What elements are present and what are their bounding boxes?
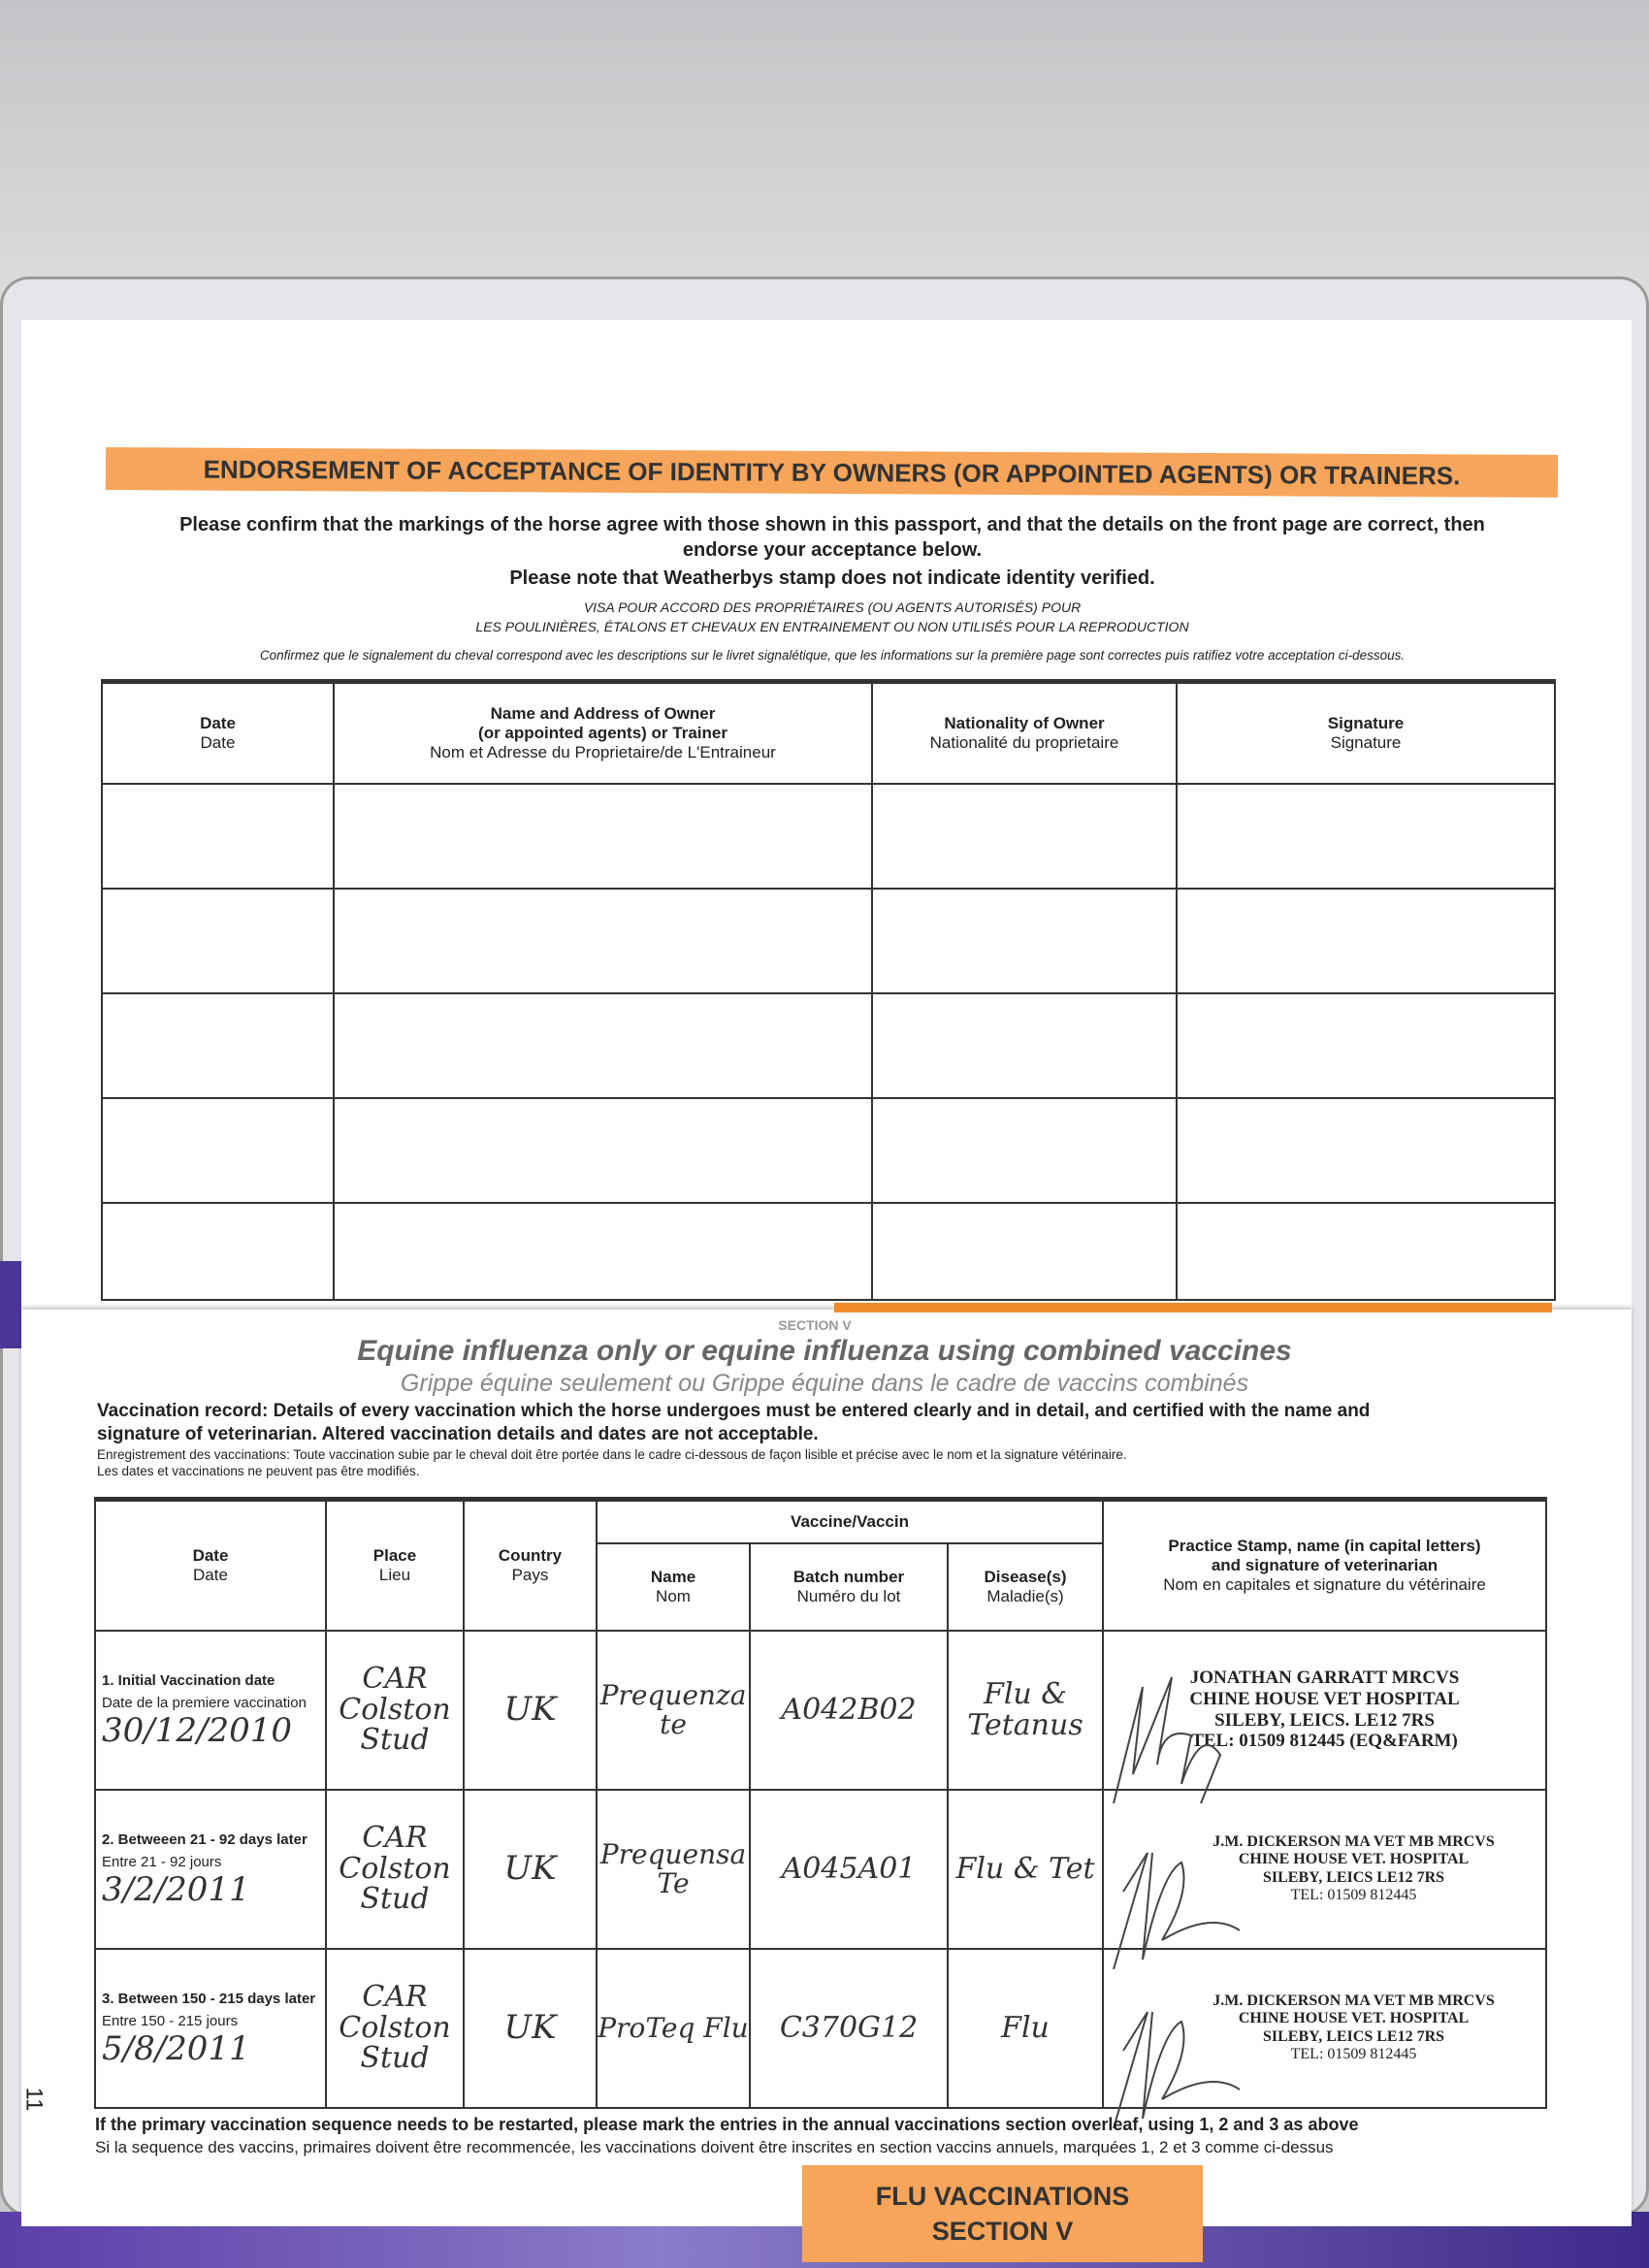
stamp-line: SILEBY, LEICS LE12 7RS xyxy=(1262,1868,1445,1886)
owner-cell[interactable] xyxy=(334,1098,872,1203)
row-label: 1. Initial Vaccination date xyxy=(102,1672,275,1690)
record-text-fr-2: Les dates et vaccinations ne peuvent pas être modifiés. xyxy=(97,1464,420,1478)
hdr-date-fr: Date xyxy=(193,1565,228,1584)
hdr-place-fr: Lieu xyxy=(378,1565,411,1584)
signature-cell[interactable] xyxy=(1177,784,1555,889)
scanner-background xyxy=(0,0,1649,320)
row-label-fr: Entre 150 - 215 jours xyxy=(102,2012,239,2029)
hdr-stamp-1: Practice Stamp, name (in capital letters) xyxy=(1168,1536,1481,1555)
vaccination-date[interactable]: 3/2/2011 xyxy=(102,1870,250,1910)
vaccination-date[interactable]: 5/8/2011 xyxy=(102,2029,250,2069)
place-value[interactable]: CAR Colston Stud xyxy=(326,1949,464,2108)
stamp-line: CHINE HOUSE VET. HOSPITAL xyxy=(1238,1851,1470,1868)
record-text-1: Vaccination record: Details of every vaccination which the horse undergoes must be entered clearly and in detail, and certified with the name and xyxy=(97,1401,1371,1421)
page-number: 11 xyxy=(20,2087,48,2112)
hdr-name-fr: Nom xyxy=(656,1586,691,1605)
stamp-line: CHINE HOUSE VET. HOSPITAL xyxy=(1238,2010,1470,2027)
table-row xyxy=(102,993,1555,1098)
signature-cell[interactable] xyxy=(1177,1098,1555,1203)
record-text-fr-1: Enregistrement des vaccinations: Toute vaccination subie par le cheval doit être portée dans le cadre ci-dessous de façon lisible et précise avec le nom et la signature vétérinaire. xyxy=(97,1447,1127,1462)
vaccine-name-value[interactable]: Prequensa Te xyxy=(597,1790,750,1949)
weatherbys-note: Please note that Weatherbys stamp does not indicate identity verified. xyxy=(509,567,1155,589)
vet-stamp xyxy=(1104,1833,1545,1905)
disease-value[interactable]: Flu & Tet xyxy=(948,1790,1103,1949)
country-value[interactable]: UK xyxy=(464,1949,597,2108)
section-title-fr: Grippe équine seulement ou Grippe équine dans le cadre de vaccins combinés xyxy=(400,1370,1249,1397)
stamp-line: TEL: 01509 812445 xyxy=(1290,2045,1417,2062)
owner-cell[interactable] xyxy=(334,993,872,1098)
nationality-cell[interactable] xyxy=(872,1203,1177,1300)
disease-value[interactable]: Flu & Tetanus xyxy=(948,1631,1103,1790)
restart-note: If the primary vaccination sequence needs to be restarted, please mark the entries in the annual vaccinations section overleaf, using 1, 2 and 3 as above xyxy=(95,2115,1359,2134)
section-label: SECTION V xyxy=(778,1317,852,1333)
hdr-name: Name xyxy=(650,1567,696,1586)
col-signature-fr: Signature xyxy=(1330,732,1402,752)
hdr-country-fr: Pays xyxy=(511,1565,549,1584)
date-cell[interactable] xyxy=(102,1098,334,1203)
signature-cell[interactable] xyxy=(1177,889,1555,993)
vet-stamp xyxy=(1104,1668,1545,1752)
batch-value[interactable]: A042B02 xyxy=(750,1631,948,1790)
hdr-country: Country xyxy=(498,1545,563,1565)
col-nationality-fr: Nationalité du proprietaire xyxy=(929,732,1119,752)
table-row xyxy=(102,784,1555,889)
table-header-row xyxy=(95,1500,1546,1543)
vaccination-row xyxy=(95,1631,1546,1790)
record-text-2: signature of veterinarian. Altered vaccination details and dates are not acceptable. xyxy=(97,1424,819,1444)
vet-stamp xyxy=(1104,1993,1545,2064)
fold-orange-stripe xyxy=(834,1303,1552,1312)
restart-note-fr: Si la sequence des vaccins, primaires doivent être recommencée, les vaccinations doivent être inscrites en section vaccins annuels, marquées 1, 2 et 3 comme ci-dessus xyxy=(95,2138,1334,2156)
hdr-batch-fr: Numéro du lot xyxy=(796,1586,901,1605)
vaccine-name-value[interactable]: Prequenzate xyxy=(597,1631,750,1790)
place-value[interactable]: CAR Colston Stud xyxy=(326,1631,464,1790)
place-value[interactable]: CAR Colston Stud xyxy=(326,1790,464,1949)
instruction-line-1: Please confirm that the markings of the horse agree with those shown in this passport, and that the details on the front page are correct, then xyxy=(179,514,1485,535)
vet-stamp-cell xyxy=(1103,1949,1546,2108)
instruction-line-2: endorse your acceptance below. xyxy=(682,539,983,561)
hdr-stamp-2: and signature of veterinarian xyxy=(1211,1555,1439,1574)
section-tab xyxy=(802,2165,1203,2262)
date-cell[interactable] xyxy=(102,993,334,1098)
col-owner: Name and Address of Owner xyxy=(490,703,716,723)
disease-value[interactable]: Flu xyxy=(948,1949,1103,2108)
nationality-cell[interactable] xyxy=(872,993,1177,1098)
hdr-date: Date xyxy=(192,1545,229,1565)
stamp-line: SILEBY, LEICS LE12 7RS xyxy=(1262,2027,1445,2045)
tab-line-1: FLU VACCINATIONS xyxy=(875,2182,1130,2211)
signature-cell[interactable] xyxy=(1177,993,1555,1098)
stamp-line: TEL: 01509 812445 (EQ&FARM) xyxy=(1191,1731,1458,1752)
french-visa-line-2: LES POULINIÈRES, ÉTALONS ET CHEVAUX EN ENTRAINEMENT OU NON UTILISÉS POUR LA REPRODUCTION xyxy=(475,619,1189,634)
country-value[interactable]: UK xyxy=(464,1790,597,1949)
stamp-line: TEL: 01509 812445 xyxy=(1290,1886,1417,1903)
endorsement-banner: ENDORSEMENT OF ACCEPTANCE OF IDENTITY BY OWNERS (OR APPOINTED AGENTS) OR TRAINERS. xyxy=(106,447,1558,498)
tab-line-2: SECTION V xyxy=(931,2217,1074,2246)
stamp-line: J.M. DICKERSON MA VET MB MRCVS xyxy=(1212,1832,1495,1850)
table-row xyxy=(102,1203,1555,1300)
nationality-cell[interactable] xyxy=(872,889,1177,993)
vaccine-name-value[interactable]: ProTeq Flu xyxy=(597,1949,750,2108)
row-label: 2. Betweeen 21 - 92 days later xyxy=(102,1831,307,1849)
table-row xyxy=(102,889,1555,993)
hdr-batch: Batch number xyxy=(792,1567,905,1586)
vaccination-date[interactable]: 30/12/2010 xyxy=(102,1711,292,1751)
hdr-disease: Disease(s) xyxy=(984,1567,1067,1586)
batch-value[interactable]: A045A01 xyxy=(750,1790,948,1949)
stamp-line: SILEBY, LEICS. LE12 7RS xyxy=(1214,1709,1435,1731)
endorsement-table xyxy=(101,679,1556,1301)
nationality-cell[interactable] xyxy=(872,1098,1177,1203)
hdr-disease-fr: Maladie(s) xyxy=(986,1586,1064,1605)
table-row xyxy=(102,1098,1555,1203)
owner-cell[interactable] xyxy=(334,1203,872,1300)
row-label-fr: Date de la premiere vaccination xyxy=(102,1694,307,1711)
stamp-line: J.M. DICKERSON MA VET MB MRCVS xyxy=(1212,1992,1495,2009)
date-cell[interactable] xyxy=(102,889,334,993)
row-label-fr: Entre 21 - 92 jours xyxy=(102,1853,222,1870)
section-title: Equine influenza only or equine influenza using combined vaccines xyxy=(357,1335,1292,1367)
nationality-cell[interactable] xyxy=(872,784,1177,889)
signature-cell[interactable] xyxy=(1177,1203,1555,1300)
vaccination-row xyxy=(95,1790,1546,1949)
stamp-line: CHINE HOUSE VET HOSPITAL xyxy=(1189,1688,1460,1709)
owner-cell[interactable] xyxy=(334,784,872,889)
vet-stamp-cell xyxy=(1103,1790,1546,1949)
hdr-stamp-fr: Nom en capitales et signature du vétérinaire xyxy=(1163,1574,1486,1594)
hdr-vaccine: Vaccine/Vaccin xyxy=(791,1511,909,1531)
country-value[interactable]: UK xyxy=(464,1631,597,1790)
col-date-fr: Date xyxy=(200,732,236,752)
col-owner-2: (or appointed agents) or Trainer xyxy=(478,723,728,742)
batch-value[interactable]: C370G12 xyxy=(750,1949,948,2108)
vet-stamp-cell xyxy=(1103,1631,1546,1790)
date-cell[interactable] xyxy=(102,784,334,889)
row-label: 3. Between 150 - 215 days later xyxy=(102,1991,316,2008)
french-confirm-text: Confirmez que le signalement du cheval correspond avec les descriptions sur le livret signalétique, que les informations sur la première page sont correctes puis ratifiez votre acceptation ci-dessous. xyxy=(259,648,1406,663)
french-visa-line-1: VISA POUR ACCORD DES PROPRIÉTAIRES (OU AGENTS AUTORISÉS) POUR xyxy=(583,599,1082,615)
owner-cell[interactable] xyxy=(334,889,872,993)
col-nationality: Nationality of Owner xyxy=(944,713,1105,732)
date-cell[interactable] xyxy=(102,1203,334,1300)
stamp-line: JONATHAN GARRATT MRCVS xyxy=(1189,1667,1460,1688)
vaccination-table xyxy=(94,1497,1547,2109)
hdr-place: Place xyxy=(372,1545,417,1565)
col-owner-fr: Nom et Adresse du Proprietaire/de L'Entraineur xyxy=(430,742,776,761)
table-header-row xyxy=(102,682,1555,784)
vaccination-row xyxy=(95,1949,1546,2108)
col-date: Date xyxy=(200,713,236,732)
col-signature: Signature xyxy=(1327,713,1405,732)
